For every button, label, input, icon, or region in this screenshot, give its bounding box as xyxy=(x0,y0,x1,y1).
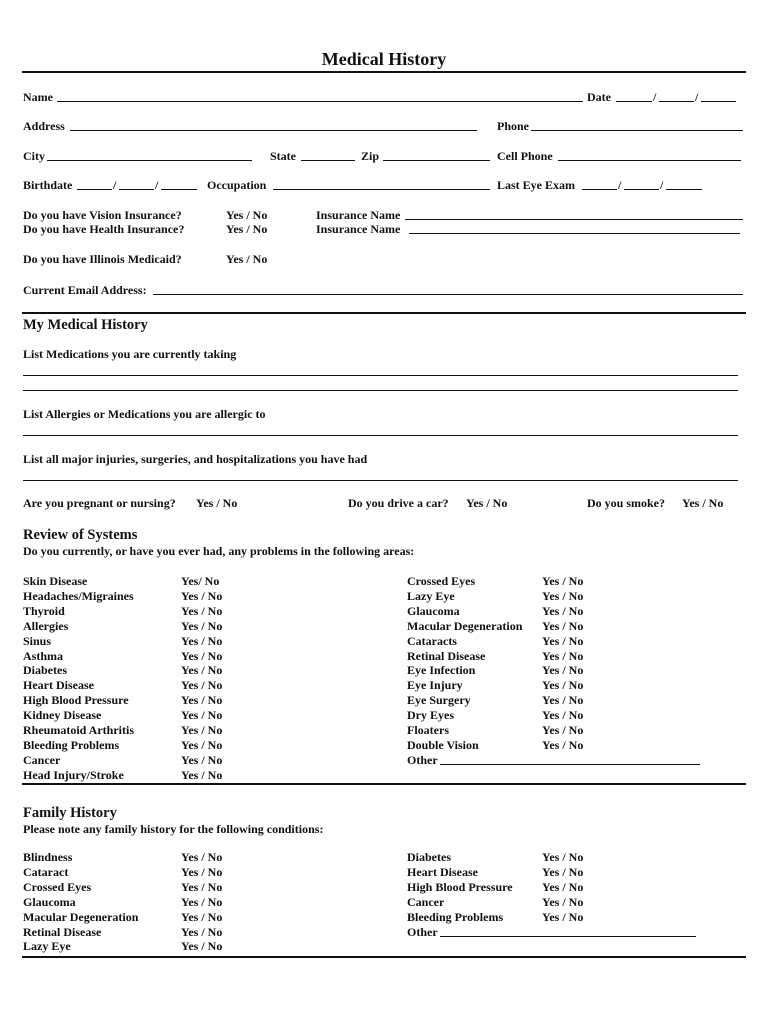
family-other-field[interactable] xyxy=(440,936,696,937)
condition-yes-no[interactable]: Yes / No xyxy=(542,909,584,924)
condition-label: Double Vision xyxy=(407,737,479,752)
medicaid-yes-no[interactable]: Yes / No xyxy=(226,252,268,266)
condition-label: Lazy Eye xyxy=(407,588,455,603)
vision-insurance-question: Do you have Vision Insurance? xyxy=(23,208,182,222)
phone-label: Phone xyxy=(497,119,530,133)
last-eye-exam-label: Last Eye Exam xyxy=(497,178,575,192)
insurance-name-label: Insurance Name xyxy=(316,222,401,236)
condition-yes-no[interactable]: Yes / No xyxy=(542,737,584,752)
condition-yes-no[interactable]: Yes / No xyxy=(181,924,223,939)
condition-label: Macular Degeneration xyxy=(23,909,139,924)
condition-label: Sinus xyxy=(23,633,52,648)
review-other-field[interactable] xyxy=(440,764,700,765)
condition-label: Cancer xyxy=(23,752,61,767)
condition-label: Heart Disease xyxy=(23,678,94,693)
condition-label: Diabetes xyxy=(23,663,67,678)
condition-yes-no[interactable]: Yes / No xyxy=(181,678,223,693)
eye-exam-day-field[interactable] xyxy=(624,189,659,190)
condition-yes-no[interactable]: Yes / No xyxy=(181,767,223,782)
condition-yes-no[interactable]: Yes / No xyxy=(181,663,223,678)
cell-phone-field[interactable] xyxy=(558,160,741,161)
condition-yes-no[interactable]: Yes / No xyxy=(542,618,584,633)
condition-yes-no[interactable]: Yes/ No xyxy=(181,574,220,588)
condition-label: Cataract xyxy=(23,864,69,879)
condition-yes-no[interactable]: Yes / No xyxy=(181,879,223,894)
eye-exam-year-field[interactable] xyxy=(666,189,702,190)
birthdate-label: Birthdate xyxy=(23,178,73,192)
condition-yes-no[interactable]: Yes / No xyxy=(181,909,223,924)
condition-yes-no[interactable]: Yes / No xyxy=(542,574,584,588)
condition-yes-no[interactable]: Yes / No xyxy=(181,633,223,648)
condition-label: Eye Surgery xyxy=(407,693,471,708)
condition-yes-no[interactable]: Yes / No xyxy=(181,894,223,909)
occupation-field[interactable] xyxy=(273,189,490,190)
condition-label: Headaches/Migraines xyxy=(23,588,134,603)
smoke-yes-no[interactable]: Yes / No xyxy=(682,496,724,510)
date-separator: / xyxy=(113,178,117,192)
condition-yes-no[interactable]: Yes / No xyxy=(542,678,584,693)
occupation-label: Occupation xyxy=(207,178,267,192)
date-label: Date xyxy=(587,90,611,104)
medicaid-question: Do you have Illinois Medicaid? xyxy=(23,252,182,266)
zip-label: Zip xyxy=(361,149,380,163)
section-divider xyxy=(22,312,746,314)
condition-label: Cataracts xyxy=(407,633,457,648)
state-field[interactable] xyxy=(301,160,355,161)
review-other-label: Other xyxy=(407,752,438,767)
condition-yes-no[interactable]: Yes / No xyxy=(542,633,584,648)
health-insurance-name-field[interactable] xyxy=(409,233,740,234)
state-label: State xyxy=(270,149,296,163)
condition-yes-no[interactable]: Yes / No xyxy=(542,894,584,909)
condition-yes-no[interactable]: Yes / No xyxy=(181,618,223,633)
condition-yes-no[interactable]: Yes / No xyxy=(542,879,584,894)
injuries-field-line[interactable] xyxy=(23,480,738,481)
condition-yes-no[interactable]: Yes / No xyxy=(542,864,584,879)
condition-yes-no[interactable]: Yes / No xyxy=(181,850,223,864)
family-history-heading: Family History xyxy=(23,805,117,821)
review-of-systems-heading: Review of Systems xyxy=(23,527,138,543)
medications-label: List Medications you are currently taking xyxy=(23,347,237,361)
drive-yes-no[interactable]: Yes / No xyxy=(466,496,508,510)
insurance-name-label: Insurance Name xyxy=(316,208,401,222)
section-divider xyxy=(22,783,746,785)
condition-label: Bleeding Problems xyxy=(23,737,120,752)
date-day-field[interactable] xyxy=(659,101,694,102)
vision-insurance-name-field[interactable] xyxy=(405,219,743,220)
condition-label: Eye Infection xyxy=(407,663,476,678)
city-label: City xyxy=(23,149,45,163)
name-label: Name xyxy=(23,90,53,104)
condition-yes-no[interactable]: Yes / No xyxy=(542,723,584,737)
condition-label: Macular Degeneration xyxy=(407,618,523,633)
title-divider xyxy=(22,71,746,73)
date-separator: / xyxy=(155,178,159,192)
date-separator: / xyxy=(653,90,657,104)
condition-label: Cancer xyxy=(407,894,445,909)
email-label: Current Email Address: xyxy=(23,283,147,297)
condition-label: Floaters xyxy=(407,723,449,737)
phone-field[interactable] xyxy=(531,130,743,131)
allergies-label: List Allergies or Medications you are allergic to xyxy=(23,407,266,421)
eye-exam-month-field[interactable] xyxy=(582,189,617,190)
city-field[interactable] xyxy=(47,160,252,161)
condition-label: Heart Disease xyxy=(407,864,478,879)
injuries-label: List all major injuries, surgeries, and hospitalizations you have had xyxy=(23,452,368,466)
pregnant-question: Are you pregnant or nursing? xyxy=(23,496,176,510)
condition-yes-no[interactable]: Yes / No xyxy=(181,603,223,618)
date-separator: / xyxy=(660,178,664,192)
condition-label: Dry Eyes xyxy=(407,708,454,723)
condition-yes-no[interactable]: Yes / No xyxy=(181,723,223,737)
name-field[interactable] xyxy=(57,101,583,102)
condition-yes-no[interactable]: Yes / No xyxy=(181,588,223,603)
date-separator: / xyxy=(695,90,699,104)
condition-label: Crossed Eyes xyxy=(23,879,92,894)
address-field[interactable] xyxy=(70,130,477,131)
condition-yes-no[interactable]: Yes / No xyxy=(542,603,584,618)
condition-label: Diabetes xyxy=(407,850,451,864)
condition-yes-no[interactable]: Yes / No xyxy=(181,864,223,879)
birthdate-day-field[interactable] xyxy=(119,189,154,190)
condition-label: Thyroid xyxy=(23,603,65,618)
drive-question: Do you drive a car? xyxy=(348,496,449,510)
family-history-instructions: Please note any family history for the following conditions: xyxy=(23,822,324,836)
condition-label: Allergies xyxy=(23,618,69,633)
condition-yes-no[interactable]: Yes / No xyxy=(181,693,223,708)
pregnant-yes-no[interactable]: Yes / No xyxy=(196,496,238,510)
vision-insurance-yes-no[interactable]: Yes / No xyxy=(226,208,268,222)
condition-label: Retinal Disease xyxy=(407,648,486,663)
condition-label: Glaucoma xyxy=(23,894,76,909)
condition-yes-no[interactable]: Yes / No xyxy=(542,850,584,864)
birthdate-year-field[interactable] xyxy=(161,189,197,190)
condition-yes-no[interactable]: Yes / No xyxy=(542,693,584,708)
condition-label: Kidney Disease xyxy=(23,708,102,723)
condition-label: High Blood Pressure xyxy=(23,693,129,708)
condition-yes-no[interactable]: Yes / No xyxy=(181,939,223,954)
condition-yes-no[interactable]: Yes / No xyxy=(181,752,223,767)
page-title: Medical History xyxy=(321,49,447,69)
smoke-question: Do you smoke? xyxy=(587,496,666,510)
condition-label: Glaucoma xyxy=(407,603,460,618)
condition-label: Eye Injury xyxy=(407,678,463,693)
condition-yes-no[interactable]: Yes / No xyxy=(542,588,584,603)
review-of-systems-instructions: Do you currently, or have you ever had, any problems in the following areas: xyxy=(23,544,415,558)
email-field[interactable] xyxy=(153,294,743,295)
condition-label: Rheumatoid Arthritis xyxy=(23,723,134,737)
condition-label: Crossed Eyes xyxy=(407,574,476,588)
birthdate-month-field[interactable] xyxy=(77,189,112,190)
date-month-field[interactable] xyxy=(616,101,652,102)
condition-yes-no[interactable]: Yes / No xyxy=(542,663,584,678)
condition-label: Blindness xyxy=(23,850,73,864)
date-year-field[interactable] xyxy=(701,101,736,102)
allergies-field-line[interactable] xyxy=(23,435,738,436)
condition-yes-no[interactable]: Yes / No xyxy=(181,737,223,752)
my-medical-history-heading: My Medical History xyxy=(23,317,148,333)
condition-yes-no[interactable]: Yes / No xyxy=(542,708,584,723)
condition-yes-no[interactable]: Yes / No xyxy=(181,648,223,663)
bottom-divider xyxy=(22,956,746,958)
date-separator: / xyxy=(618,178,622,192)
condition-label: Asthma xyxy=(23,648,64,663)
condition-label: Retinal Disease xyxy=(23,924,102,939)
condition-yes-no[interactable]: Yes / No xyxy=(181,708,223,723)
condition-label: High Blood Pressure xyxy=(407,879,513,894)
health-insurance-question: Do you have Health Insurance? xyxy=(23,222,185,236)
cell-phone-label: Cell Phone xyxy=(497,149,553,163)
family-other-label: Other xyxy=(407,924,438,939)
condition-yes-no[interactable]: Yes / No xyxy=(542,648,584,663)
health-insurance-yes-no[interactable]: Yes / No xyxy=(226,222,268,236)
condition-label: Head Injury/Stroke xyxy=(23,767,124,782)
condition-label: Lazy Eye xyxy=(23,939,71,954)
zip-field[interactable] xyxy=(383,160,490,161)
condition-label: Bleeding Problems xyxy=(407,909,504,924)
medications-field-line[interactable] xyxy=(23,375,738,376)
condition-label: Skin Disease xyxy=(23,574,88,588)
medications-field-line[interactable] xyxy=(23,390,738,391)
address-label: Address xyxy=(23,119,65,133)
